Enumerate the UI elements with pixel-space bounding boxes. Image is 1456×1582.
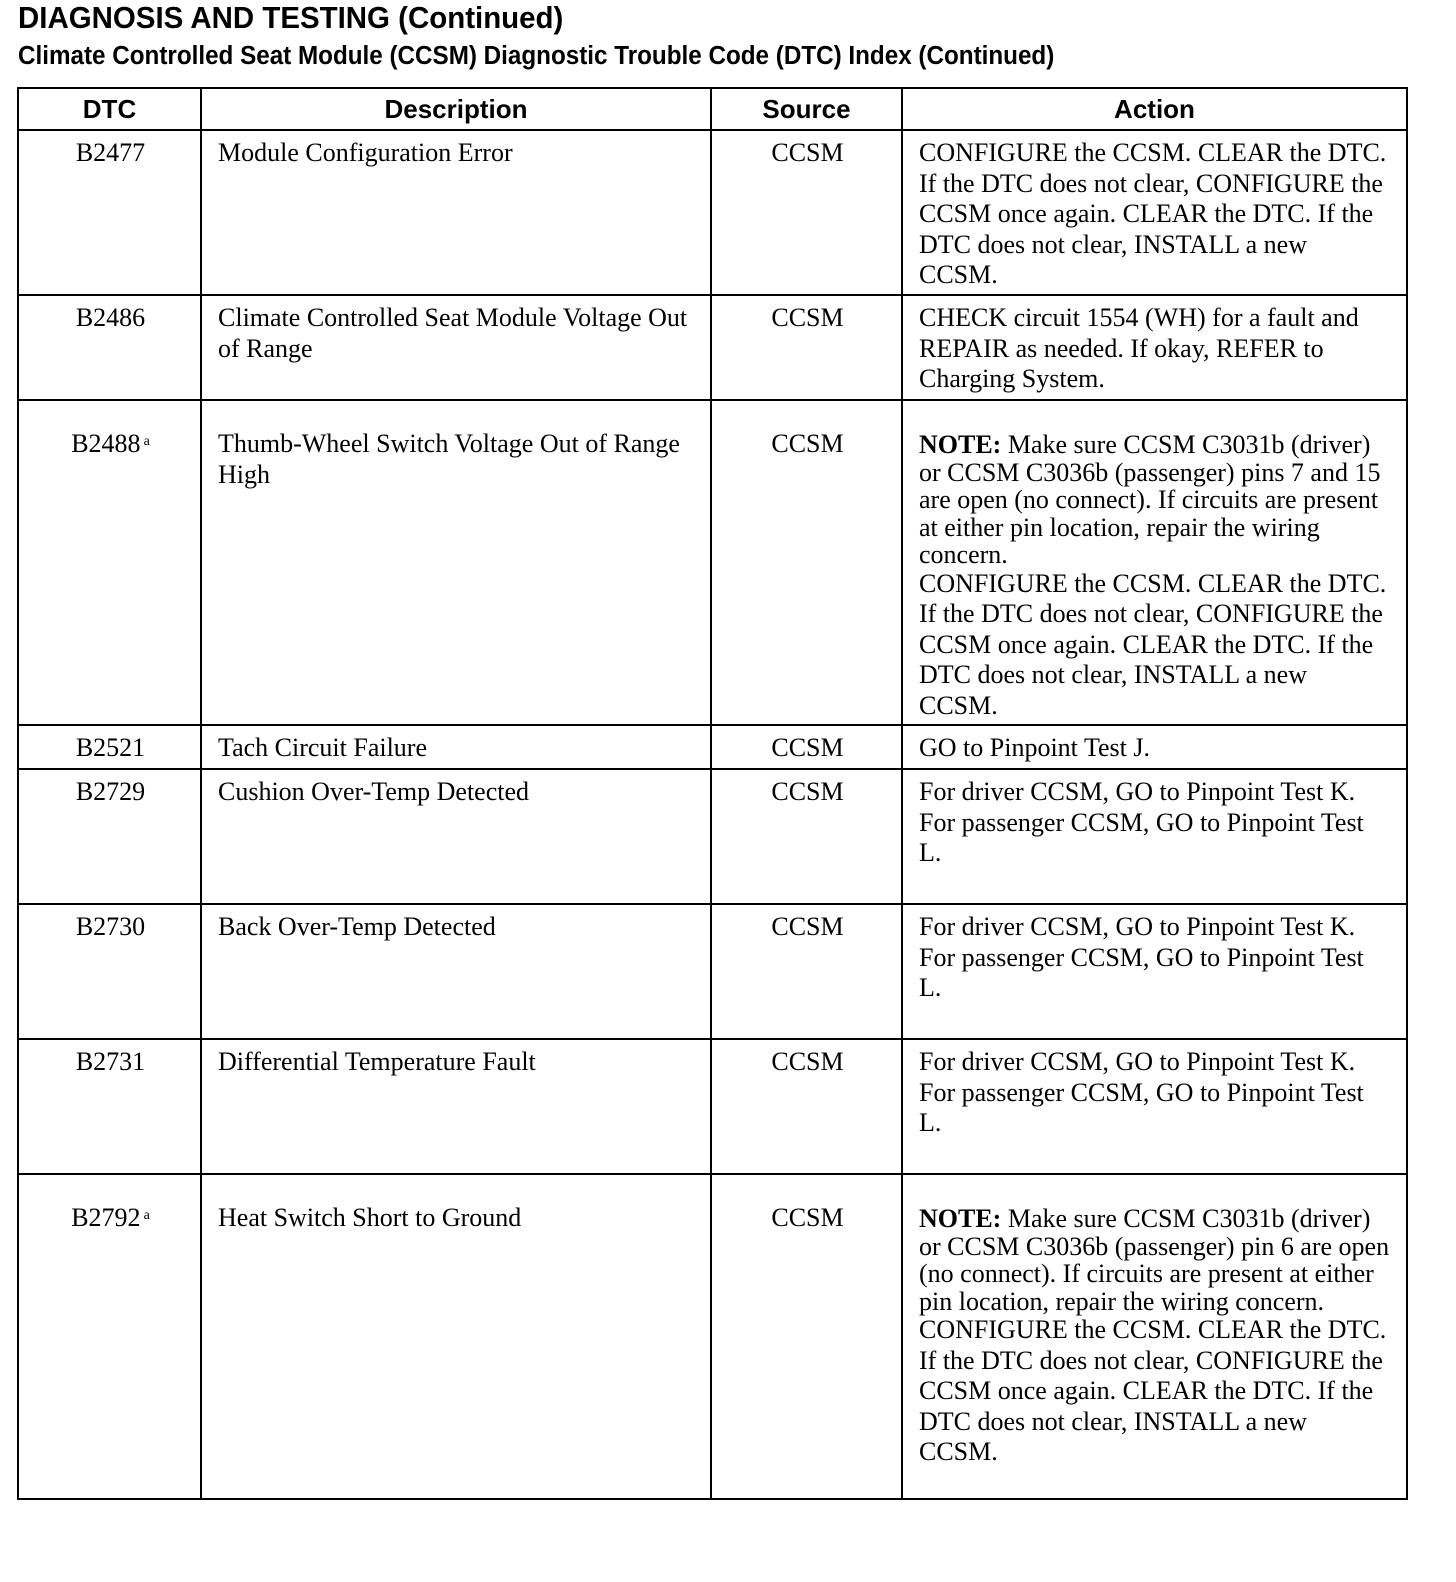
source-cell: CCSM (711, 295, 902, 400)
dtc-code-cell (18, 725, 201, 769)
table-row (18, 769, 1407, 904)
action-text-secondary: For passenger CCSM, GO to Pinpoint Test L. (919, 942, 1364, 1002)
dtc-code-cell (18, 400, 201, 725)
action-text: For driver CCSM, GO to Pinpoint Test K. (919, 777, 1356, 806)
dtc-code: B2729 (75, 777, 146, 806)
action-text: For driver CCSM, GO to Pinpoint Test K. (919, 1047, 1356, 1076)
action-cell (902, 904, 1407, 1039)
description-cell: Back Over-Temp Detected (201, 904, 711, 1039)
source-cell: CCSM (711, 904, 902, 1039)
action-text: CONFIGURE the CCSM. CLEAR the DTC. If the DTC does not clear, CONFIGURE the CCSM once again. CLEAR the DTC. If the DTC does not clear, INSTALL a new CCSM. (919, 138, 1387, 289)
table-row (18, 725, 1407, 769)
action-cell (902, 130, 1407, 295)
action-cell (902, 400, 1407, 725)
dtc-code-cell (18, 130, 201, 295)
table-header-row (18, 88, 1407, 130)
action-cell (902, 1039, 1407, 1174)
column-header-description: Description (201, 88, 711, 130)
footnote-marker: a (143, 434, 150, 449)
source-cell: CCSM (711, 130, 902, 295)
dtc-code: B2730 (75, 912, 146, 941)
action-text-secondary: For passenger CCSM, GO to Pinpoint Test L. (919, 807, 1364, 867)
note-text: Make sure CCSM C3031b (driver) or CCSM C3036b (passenger) pins 7 and 15 are open (no connect). If circuits are present at either pin location, repair the wiring concern. (919, 430, 1381, 569)
table-row (18, 400, 1407, 725)
table-row (18, 295, 1407, 400)
page-title: DIAGNOSIS AND TESTING (Continued) (18, 0, 564, 35)
note-label: NOTE: (919, 430, 1002, 459)
dtc-code-cell (18, 1174, 201, 1499)
action-text: CONFIGURE the CCSM. CLEAR the DTC. If the DTC does not clear, CONFIGURE the CCSM once again. CLEAR the DTC. If the DTC does not clear, INSTALL a new CCSM. (919, 1315, 1387, 1466)
description-cell: Module Configuration Error (201, 130, 711, 295)
dtc-code-cell (18, 295, 201, 400)
note-text: Make sure CCSM C3031b (driver) or CCSM C3036b (passenger) pin 6 are open (no connect). If circuits are present at either pin location, repair the wiring concern. (919, 1204, 1390, 1316)
page-subtitle: Climate Controlled Seat Module (CCSM) Diagnostic Trouble Code (DTC) Index (Continued) (18, 42, 1055, 70)
description-cell: Heat Switch Short to Ground (201, 1174, 711, 1499)
dtc-code: B2792 (71, 1203, 141, 1232)
action-cell (902, 295, 1407, 400)
source-cell: CCSM (711, 400, 902, 725)
action-cell (902, 1174, 1407, 1499)
source-cell: CCSM (711, 769, 902, 904)
dtc-code: B2521 (75, 733, 146, 762)
dtc-code: B2486 (75, 303, 146, 332)
source-cell: CCSM (711, 725, 902, 769)
action-text: CHECK circuit 1554 (WH) for a fault and REPAIR as needed. If okay, REFER to Charging System. (919, 303, 1359, 393)
column-header-dtc: DTC (18, 88, 201, 130)
dtc-code-cell (18, 1039, 201, 1174)
action-text: GO to Pinpoint Test J. (919, 733, 1151, 762)
action-cell (902, 725, 1407, 769)
table-row (18, 1039, 1407, 1174)
table-row (18, 1174, 1407, 1499)
action-cell (902, 769, 1407, 904)
dtc-code-cell (18, 769, 201, 904)
note-block (919, 1205, 1392, 1315)
description-cell: Thumb-Wheel Switch Voltage Out of Range High (201, 400, 711, 725)
table-row (18, 130, 1407, 295)
action-text: CONFIGURE the CCSM. CLEAR the DTC. If the DTC does not clear, CONFIGURE the CCSM once again. CLEAR the DTC. If the DTC does not clear, INSTALL a new CCSM. (919, 568, 1387, 720)
source-cell: CCSM (711, 1174, 902, 1499)
dtc-code: B2477 (75, 138, 146, 167)
dtc-code: B2488 (71, 429, 141, 458)
description-cell: Tach Circuit Failure (201, 725, 711, 769)
source-cell: CCSM (711, 1039, 902, 1174)
dtc-index-table (17, 87, 1408, 1500)
action-text-secondary: For passenger CCSM, GO to Pinpoint Test L. (919, 1077, 1364, 1137)
description-cell: Differential Temperature Fault (201, 1039, 711, 1174)
note-block (919, 431, 1392, 569)
column-header-source: Source (711, 88, 902, 130)
description-cell: Climate Controlled Seat Module Voltage Out of Range (201, 295, 711, 400)
footnote-marker: a (143, 1208, 150, 1223)
note-label: NOTE: (919, 1204, 1002, 1233)
action-text: For driver CCSM, GO to Pinpoint Test K. (919, 912, 1356, 941)
table-row (18, 904, 1407, 1039)
dtc-code: B2731 (75, 1047, 146, 1076)
column-header-action: Action (902, 88, 1407, 130)
description-cell: Cushion Over-Temp Detected (201, 769, 711, 904)
dtc-code-cell (18, 904, 201, 1039)
